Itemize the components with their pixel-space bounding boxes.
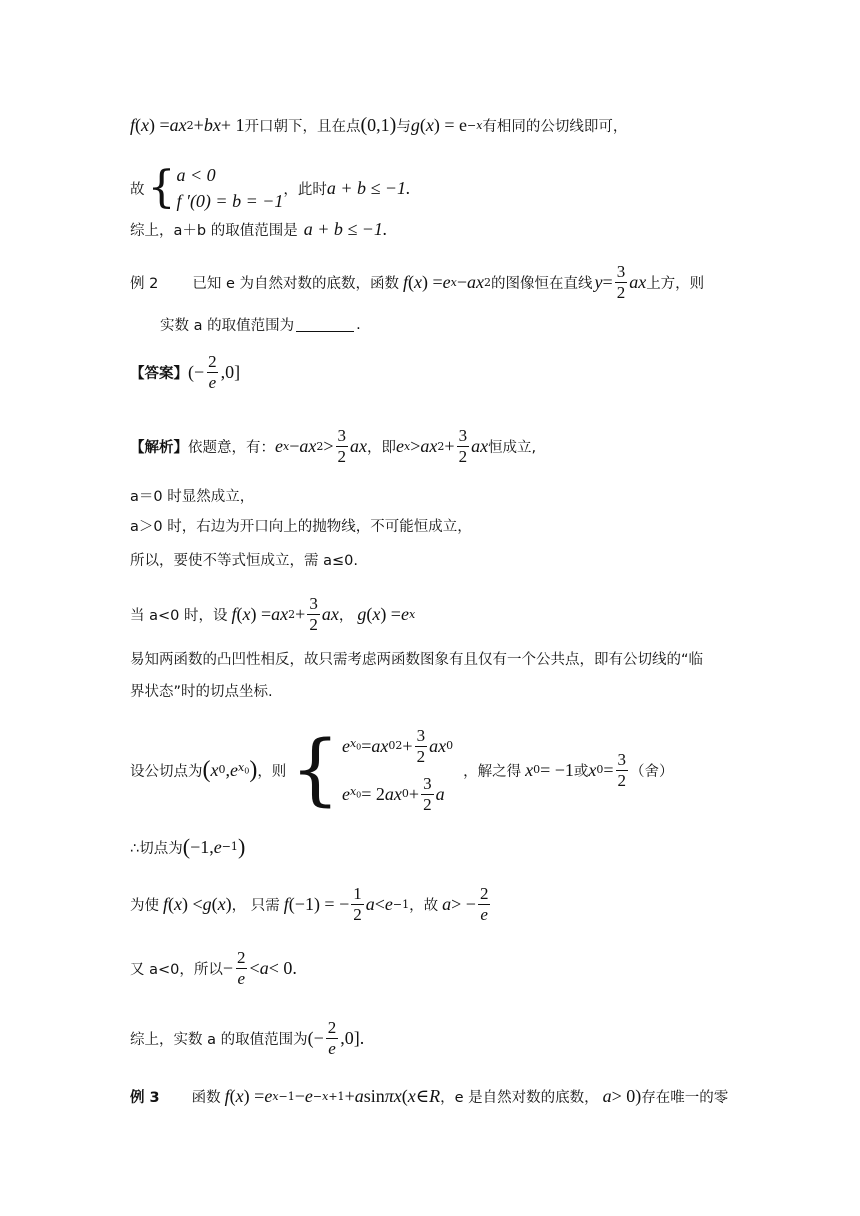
- para1-line: f ( x ) = ax 2 + bx + 1 开口朝下，且在点 ( 0,1 ) 与 g ( x ) = e −x 有相同的公切线即可，: [130, 114, 628, 136]
- example2-text3: 上方，则: [646, 276, 705, 292]
- example2-line1: 例 2 已知 e 为自然对数的底数，函数 f ( x ) = e x − ax 2 的图像恒在直线 y = $\frac{3}{2}$ ax 上方，则: [130, 262, 705, 302]
- text-l1: a＝0 时显然成立，: [130, 489, 255, 505]
- text-l9b: ， 只需: [231, 898, 280, 914]
- text-l2: a＞0 时，右边为开口向上的抛物线，不可能恒成立，: [130, 519, 472, 535]
- example2-text2: 的图像恒在直线: [491, 276, 593, 292]
- text-l7e: （舍）: [630, 763, 674, 780]
- text-l7c: ，解之得: [463, 763, 522, 780]
- para1-text3: 有相同的公切线即可，: [482, 119, 628, 135]
- para2-text: ，此时: [283, 181, 327, 198]
- line-l5: [130, 648, 703, 669]
- line-l3: [130, 549, 358, 570]
- line-l4: 当 a<0 时，设 f ( x ) = ax 2 + $\frac{3}{2}$ ax ， g ( x ) = e x: [130, 594, 416, 634]
- para2-result: a + b ≤ −1.: [326, 177, 411, 198]
- para2-line: 故 { a < 0 f ′(0) = b = −1 ，此时 a + b ≤ −1.: [130, 162, 411, 213]
- answer-blank: [296, 317, 354, 332]
- line-l2: [130, 515, 472, 536]
- text-l3: 所以，要使不等式恒成立，需 a≤0.: [130, 553, 358, 569]
- text-l9c: ，故: [409, 898, 439, 914]
- tangent-system: e $x_0$ = ax 0 2 + $\frac{3}{2}$ ax 0 e $x_0$ = 2 ax 0 + $\frac{3}{2}$ a: [341, 725, 454, 814]
- para3-line: [130, 219, 387, 240]
- answer-label: 【答案】: [130, 366, 188, 382]
- example3-line: 例 3 函数 f ( x ) = e x−1 − e −x+1 + a sin πx ( x ∈ R ，e 是自然对数的底数， a > 0) 存在唯一的零: [130, 1086, 729, 1106]
- line-l9: 为使 f ( x ) < g ( x ) ， 只需 f (−1) = − $\frac{1}{2}$ a < e −1 ，故 a > − $\frac{2}{e}$: [130, 884, 489, 924]
- example2-label: 例 2: [130, 276, 159, 292]
- text-l6: 界状态”时的切点坐标.: [130, 684, 273, 700]
- analysis-text1: 依题意，有：: [188, 440, 275, 456]
- system-row2: f ′(0) = b = −1: [176, 191, 284, 211]
- text-l4a: 当 a<0 时，设: [130, 608, 228, 624]
- text-l4b: ，: [338, 608, 354, 624]
- line-l6: [130, 680, 273, 701]
- text-l7d: 或: [573, 763, 589, 780]
- text-l8: ∴切点为: [130, 840, 183, 857]
- example2-line2: [160, 314, 361, 335]
- line-l8: ∴切点为 ( −1, e −1 ): [130, 834, 246, 859]
- example2-period: .: [356, 316, 361, 333]
- text-l10a: 又 a<0，所以: [130, 962, 223, 978]
- line-l7: 设公切点为 ( x 0 , e $x_0$ ) ，则 { e $x_0$ = ax 0 2 + $\frac{3}{2}$ ax 0 e $x_0$ = 2 ax 0 + $\frac{3}{2}$ a ，解之得 x 0 = −1 或 x 0 = $\frac{3}{2}$ （舍）: [130, 722, 674, 818]
- text-l9a: 为使: [130, 898, 159, 914]
- text-l11a: 综上，实数 a 的取值范围为: [130, 1032, 308, 1048]
- para1-text1: 开口朝下，且在点: [244, 119, 361, 135]
- formula-f-def: f: [130, 115, 136, 135]
- system-equations: [177, 162, 284, 214]
- line-l1: [130, 485, 254, 506]
- example2-text1: 已知 e 为自然对数的底数，函数: [192, 276, 399, 292]
- answer-line: 【答案】 (− $\frac{2}{e}$ ,0]: [130, 352, 241, 392]
- para3-result: a + b ≤ −1.: [303, 219, 388, 239]
- para2-prefix: 故: [130, 181, 145, 198]
- system-row1: a < 0: [176, 165, 216, 185]
- analysis-text3: 恒成立,: [488, 440, 537, 456]
- line-l11: 综上，实数 a 的取值范围为 (− $\frac{2}{e}$ ,0].: [130, 1018, 365, 1058]
- analysis-text2: ，即: [367, 440, 397, 456]
- example3-text3: 存在唯一的零: [641, 1090, 729, 1106]
- text-l7a: 设公切点为: [130, 763, 203, 780]
- example3-text1: 函数: [191, 1090, 221, 1106]
- para1-text2: 与: [396, 119, 411, 135]
- example3-text2: ，e 是自然对数的底数，: [440, 1090, 599, 1106]
- example2-text4: 实数 a 的取值范围为: [160, 318, 295, 334]
- answer-value: (−: [188, 362, 205, 382]
- analysis-label: 【解析】: [130, 440, 188, 456]
- line-l10: 又 a<0，所以 − $\frac{2}{e}$ < a < 0.: [130, 948, 297, 988]
- example3-label: 例 3: [130, 1090, 160, 1106]
- text-l7b: ，则: [257, 763, 287, 780]
- analysis-line: 【解析】 依题意，有： e x − ax 2 > $\frac{3}{2}$ ax ，即 e x > ax 2 + $\frac{3}{2}$ ax 恒成立,: [130, 426, 537, 466]
- para3-text: 综上，a＋b 的取值范围是: [130, 223, 298, 239]
- text-l5: 易知两函数的凸凹性相反，故只需考虑两函数图象有且仅有一个公共点，即有公切线的“临: [130, 652, 704, 668]
